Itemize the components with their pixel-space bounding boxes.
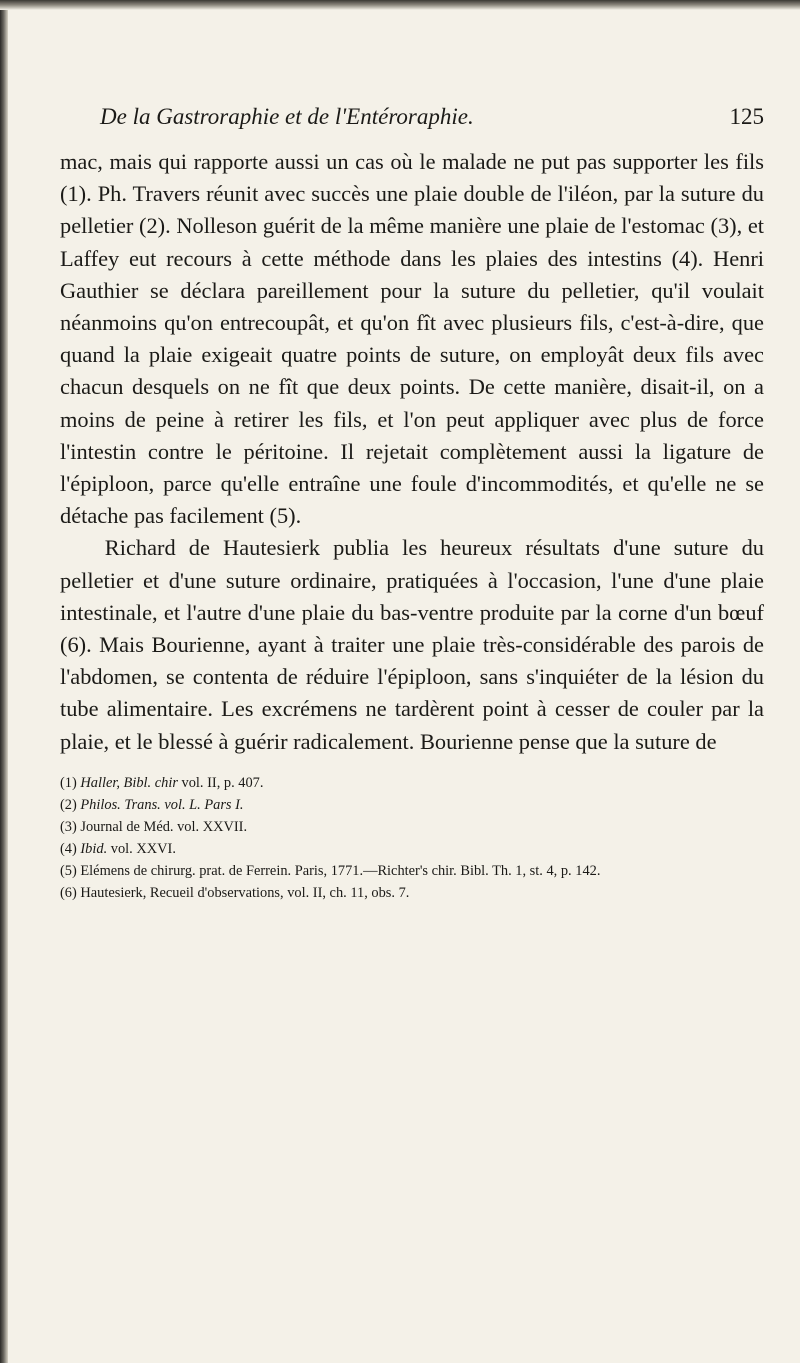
running-head [60, 104, 764, 140]
page-top-shadow [0, 0, 800, 10]
footnote-6: (6) Hautesierk, Recueil d'observations, vol. II, ch. 11, obs. 7. [60, 884, 410, 901]
body-text [60, 146, 764, 758]
footnote-2: (2) Philos. Trans. vol. L. Pars I. [60, 796, 244, 813]
footnote-5: (5) Elémens de chirurg. prat. de Ferrein. Paris, 1771.—Richter's chir. Bibl. Th. 1, st. 4, p. 142. [60, 862, 601, 879]
footnote-1: (1) Haller, Bibl. chir vol. II, p. 407. [60, 774, 264, 791]
paragraph-2: Richard de Hautesierk publia les heureux résultats d'une suture du pelletier et d'une suture ordinaire, pratiquées à l'occasion, l'une d'une plaie intestinale, et l'autre d'une plaie du bas-ventre produite par la corne d'un bœuf (6). Mais Bourienne, ayant à traiter une plaie très-considérable des parois de l'abdomen, se contenta de réduire l'épiploon, sans s'inquiéter de la lésion du tube alimentaire. Les excrémens ne tardèrent point à cesser de couler par la plaie, et le blessé à guérir radicalement. Bourienne pense que la suture de [60, 535, 764, 754]
page-edge-shadow [0, 0, 8, 1363]
book-page [60, 104, 764, 904]
running-title: De la Gastroraphie et de l'Entéroraphie. [100, 104, 474, 129]
footnote-3: (3) Journal de Méd. vol. XXVII. [60, 818, 248, 835]
paragraph-1: mac, mais qui rapporte aussi un cas où le malade ne put pas supporter les fils (1). Ph. Travers réunit avec succès une plaie double de l'iléon, par la suture du pelletier (2). Nolleson guérit de la même manière une plaie de l'estomac (3), et Laffey eut recours à cette méthode dans les plaies des intestins (4). Henri Gauthier se déclara pareillement pour la suture du pelletier, qu'il voulait néanmoins qu'on entrecoupât, et qu'on fît avec plusieurs fils, c'est-à-dire, que quand la plaie exigeait quatre points de suture, on employât deux fils avec chacun desquels on ne fît que deux points. De cette manière, disait-il, on a moins de peine à retirer les fils, et l'on peut appliquer avec plus de force l'intestin contre le péritoine. Il rejetait complètement aussi la ligature de l'épiploon, parce qu'elle entraîne une foule d'incommodités, et qu'elle ne se détache pas facilement (5). [60, 149, 764, 529]
footnote-4: (4) Ibid. vol. XXVI. [60, 840, 176, 857]
page-number: 125 [729, 104, 764, 129]
footnotes [60, 772, 764, 904]
